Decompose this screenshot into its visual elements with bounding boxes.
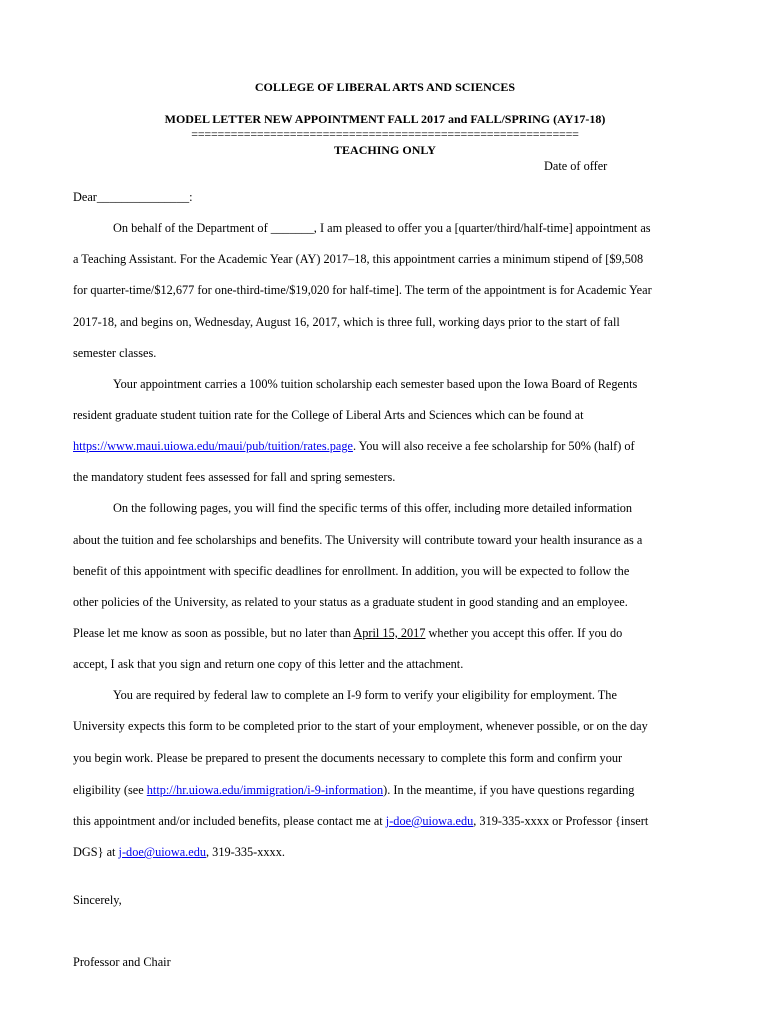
p3-line-5 bbox=[73, 625, 622, 641]
p4-line-2: University expects this form to be completed prior to the start of your employment, whenever possible, or on the day bbox=[73, 719, 648, 733]
p4-line-4-before: eligibility (see bbox=[73, 783, 147, 797]
contact-email-link[interactable]: j-doe@uiowa.edu bbox=[385, 814, 474, 828]
closing: Sincerely, bbox=[73, 893, 122, 907]
p4-line-5 bbox=[73, 813, 648, 829]
date-of-offer: Date of offer bbox=[544, 159, 608, 173]
college-title: COLLEGE OF LIBERAL ARTS AND SCIENCES bbox=[254, 80, 516, 94]
p4-line-6 bbox=[73, 844, 285, 860]
p4-line-6-after: , 319-335-xxxx. bbox=[206, 845, 285, 859]
p1-line-1: On behalf of the Department of _______, I am pleased to offer you a [quarter/third/half-time] appointment as bbox=[113, 221, 651, 235]
subtitle: TEACHING ONLY bbox=[334, 143, 436, 157]
p3-line-3: benefit of this appointment with specific deadlines for enrollment. In addition, you will be expected to follow the bbox=[73, 564, 630, 578]
p4-line-4-after: ). In the meantime, if you have questions regarding bbox=[383, 783, 635, 797]
p4-line-3: you begin work. Please be prepared to present the documents necessary to complete this form and confirm your bbox=[73, 751, 623, 765]
dgs-email-link[interactable]: j-doe@uiowa.edu bbox=[118, 845, 207, 859]
tuition-rates-link[interactable]: https://www.maui.uiowa.edu/maui/pub/tuition/rates.page bbox=[73, 439, 353, 453]
i9-info-link[interactable]: http://hr.uiowa.edu/immigration/i-9-information bbox=[146, 783, 384, 797]
p3-line-1: On the following pages, you will find the specific terms of this offer, including more detailed information bbox=[113, 501, 633, 515]
p2-line-3-text: . You will also receive a fee scholarship for 50% (half) of bbox=[352, 439, 635, 453]
deadline-date: April 15, 2017 bbox=[353, 626, 426, 640]
p3-line-6: accept, I ask that you sign and return one copy of this letter and the attachment. bbox=[73, 657, 464, 671]
p4-line-6-before: DGS} at bbox=[73, 845, 119, 859]
p4-line-5-after: , 319-335-xxxx or Professor {insert bbox=[473, 814, 649, 828]
p3-line-5-after: whether you accept this offer. If you do bbox=[425, 626, 623, 640]
salutation: Dear_______________: bbox=[73, 190, 193, 204]
p3-line-5-before: Please let me know as soon as possible, but no later than bbox=[73, 626, 354, 640]
p2-line-3 bbox=[73, 438, 635, 454]
p1-line-2: a Teaching Assistant. For the Academic Year (AY) 2017–18, this appointment carries a minimum stipend of [$9,508 bbox=[73, 252, 644, 266]
p3-line-4: other policies of the University, as related to your status as a graduate student in good standing and an employee. bbox=[73, 595, 628, 609]
p2-line-1: Your appointment carries a 100% tuition scholarship each semester based upon the Iowa Board of Regents bbox=[113, 377, 638, 391]
p3-line-2: about the tuition and fee scholarships and benefits. The University will contribute toward your health insurance as a bbox=[73, 533, 643, 547]
p1-line-3: for quarter-time/$12,677 for one-third-time/$19,020 for half-time]. The term of the appointment is for Academic Year bbox=[73, 283, 652, 297]
p2-line-4: the mandatory student fees assessed for fall and spring semesters. bbox=[73, 470, 396, 484]
signature-title: Professor and Chair bbox=[73, 955, 171, 969]
p1-line-4: 2017-18, and begins on, Wednesday, August 16, 2017, which is three full, working days prior to the start of fall bbox=[73, 315, 620, 329]
letter-title: MODEL LETTER NEW APPOINTMENT FALL 2017 and FALL/SPRING (AY17-18) bbox=[164, 112, 606, 126]
p4-line-5-before: this appointment and/or included benefits, please contact me at bbox=[73, 814, 386, 828]
p4-line-4 bbox=[73, 782, 634, 798]
p1-line-5: semester classes. bbox=[73, 346, 157, 360]
p2-line-2: resident graduate student tuition rate for the College of Liberal Arts and Sciences which can be found at bbox=[73, 408, 584, 422]
divider-rule: =========================================================== bbox=[191, 127, 579, 141]
p4-line-1: You are required by federal law to complete an I-9 form to verify your eligibility for employment. The bbox=[113, 688, 617, 702]
